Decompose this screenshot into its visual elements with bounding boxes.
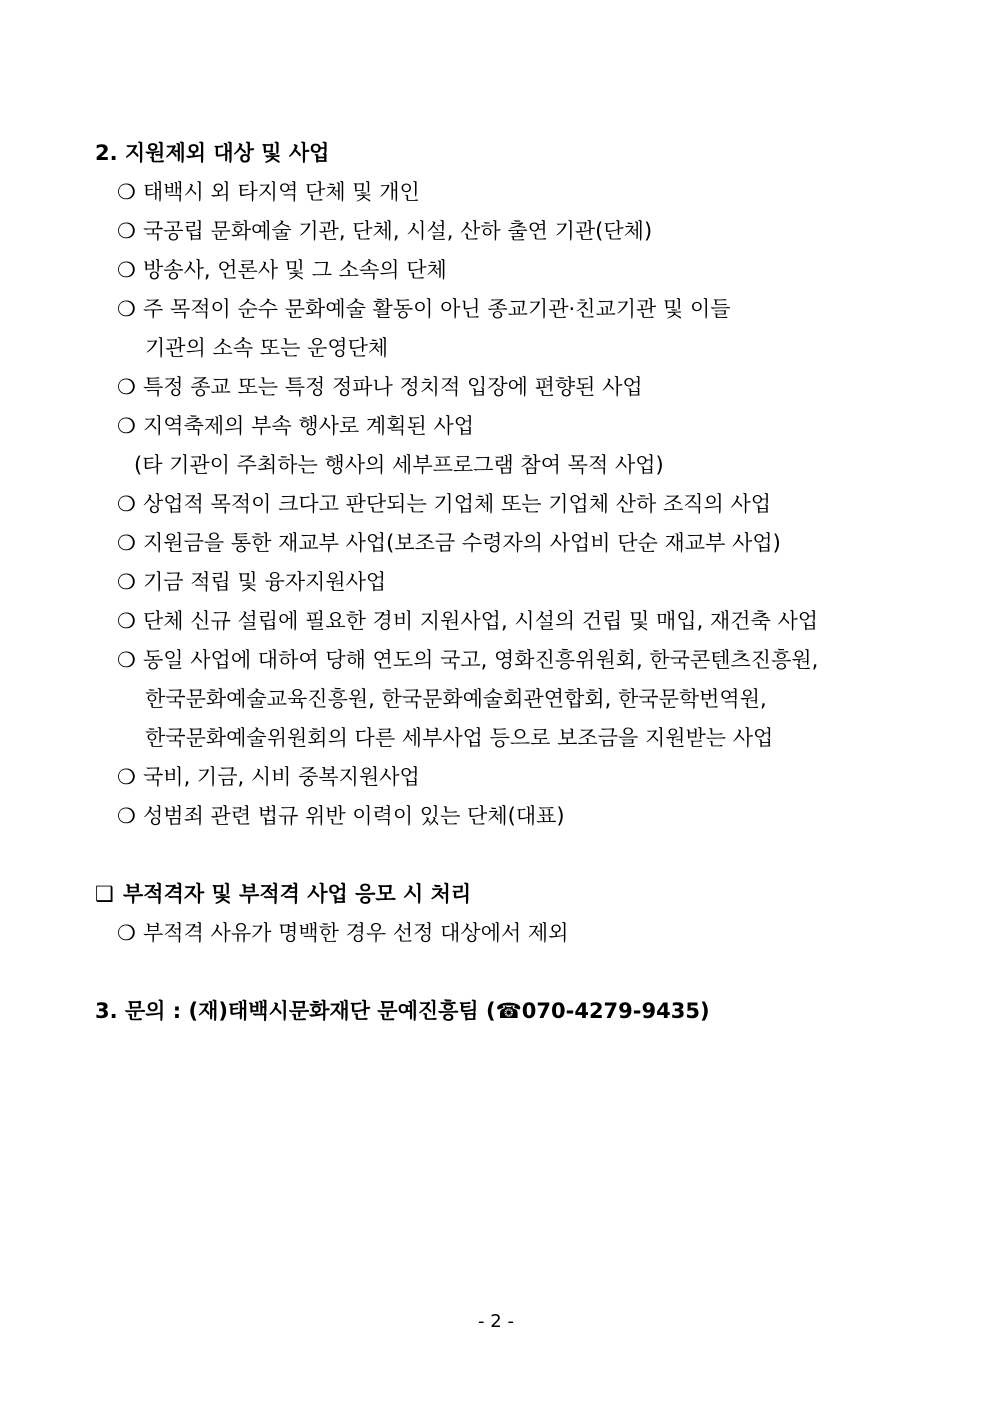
- list-item-text: 주 목적이 순수 문화예술 활동이 아닌 종교기관·친교기관 및 이들: [143, 297, 731, 321]
- list-item: [117, 412, 474, 440]
- circle-bullet-icon: ❍: [117, 219, 136, 243]
- list-item-text: 성범죄 관련 법규 위반 이력이 있는 단체(대표): [143, 804, 565, 828]
- list-item-text: 방송사, 언론사 및 그 소속의 단체: [143, 258, 447, 282]
- circle-bullet-icon: ❍: [117, 258, 136, 282]
- list-item-text: 지역축제의 부속 행사로 계획된 사업: [143, 414, 474, 438]
- list-item: [117, 178, 420, 206]
- circle-bullet-icon: ❍: [117, 609, 136, 633]
- list-item-continuation: 한국문화예술교육진흥원, 한국문화예술회관연합회, 한국문학번역원,: [145, 687, 767, 711]
- circle-bullet-icon: ❍: [117, 570, 136, 594]
- circle-bullet-icon: ❍: [117, 414, 136, 438]
- list-item-text: 부적격 사유가 명백한 경우 선정 대상에서 제외: [143, 921, 569, 945]
- list-item: [117, 646, 818, 674]
- list-item-text: 국공립 문화예술 기관, 단체, 시설, 산하 출연 기관(단체): [143, 219, 653, 243]
- list-item-text: 단체 신규 설립에 필요한 경비 지원사업, 시설의 건립 및 매입, 재건축 사업: [143, 609, 819, 633]
- circle-bullet-icon: ❍: [117, 921, 136, 945]
- circle-bullet-icon: ❍: [117, 375, 136, 399]
- page-number: - 2 -: [478, 1311, 514, 1332]
- list-item: [117, 295, 731, 323]
- circle-bullet-icon: ❍: [117, 804, 136, 828]
- section2-heading: 2. 지원제외 대상 및 사업: [95, 141, 330, 165]
- list-item: [117, 373, 643, 401]
- list-item: [117, 763, 420, 791]
- list-item: [117, 490, 771, 518]
- list-item-text: 특정 종교 또는 특정 정파나 정치적 입장에 편향된 사업: [143, 375, 643, 399]
- list-item: [117, 568, 386, 596]
- circle-bullet-icon: ❍: [117, 297, 136, 321]
- list-item: [117, 217, 652, 245]
- list-item-continuation: 기관의 소속 또는 운영단체: [145, 336, 389, 360]
- list-item-text: 지원금을 통한 재교부 사업(보조금 수령자의 사업비 단순 재교부 사업): [143, 531, 781, 555]
- circle-bullet-icon: ❍: [117, 531, 136, 555]
- circle-bullet-icon: ❍: [117, 765, 136, 789]
- list-item-text: 국비, 기금, 시비 중복지원사업: [143, 765, 420, 789]
- circle-bullet-icon: ❍: [117, 180, 136, 204]
- circle-bullet-icon: ❍: [117, 648, 136, 672]
- list-item-continuation: 한국문화예술위원회의 다른 세부사업 등으로 보조금을 지원받는 사업: [145, 726, 774, 750]
- ineligible-heading-text: 부적격자 및 부적격 사업 응모 시 처리: [123, 882, 472, 906]
- list-item-text: 상업적 목적이 크다고 판단되는 기업체 또는 기업체 산하 조직의 사업: [143, 492, 772, 516]
- ineligible-heading: [95, 880, 471, 908]
- section3-heading: 3. 문의 : (재)태백시문화재단 문예진흥팀 (☎070-4279-9435): [95, 999, 710, 1023]
- list-item: [117, 802, 565, 830]
- circle-bullet-icon: ❍: [117, 492, 136, 516]
- list-item: [117, 529, 781, 557]
- list-item-text: 동일 사업에 대하여 당해 연도의 국고, 영화진흥위원회, 한국콘텐츠진흥원,: [143, 648, 819, 672]
- list-item-note: (타 기관이 주최하는 행사의 세부프로그램 참여 목적 사업): [134, 453, 664, 477]
- square-bullet-icon: ❑: [95, 882, 114, 906]
- list-item: [117, 607, 818, 635]
- list-item-text: 태백시 외 타지역 단체 및 개인: [143, 180, 420, 204]
- list-item: [117, 919, 568, 947]
- list-item: [117, 256, 447, 284]
- list-item-text: 기금 적립 및 융자지원사업: [143, 570, 387, 594]
